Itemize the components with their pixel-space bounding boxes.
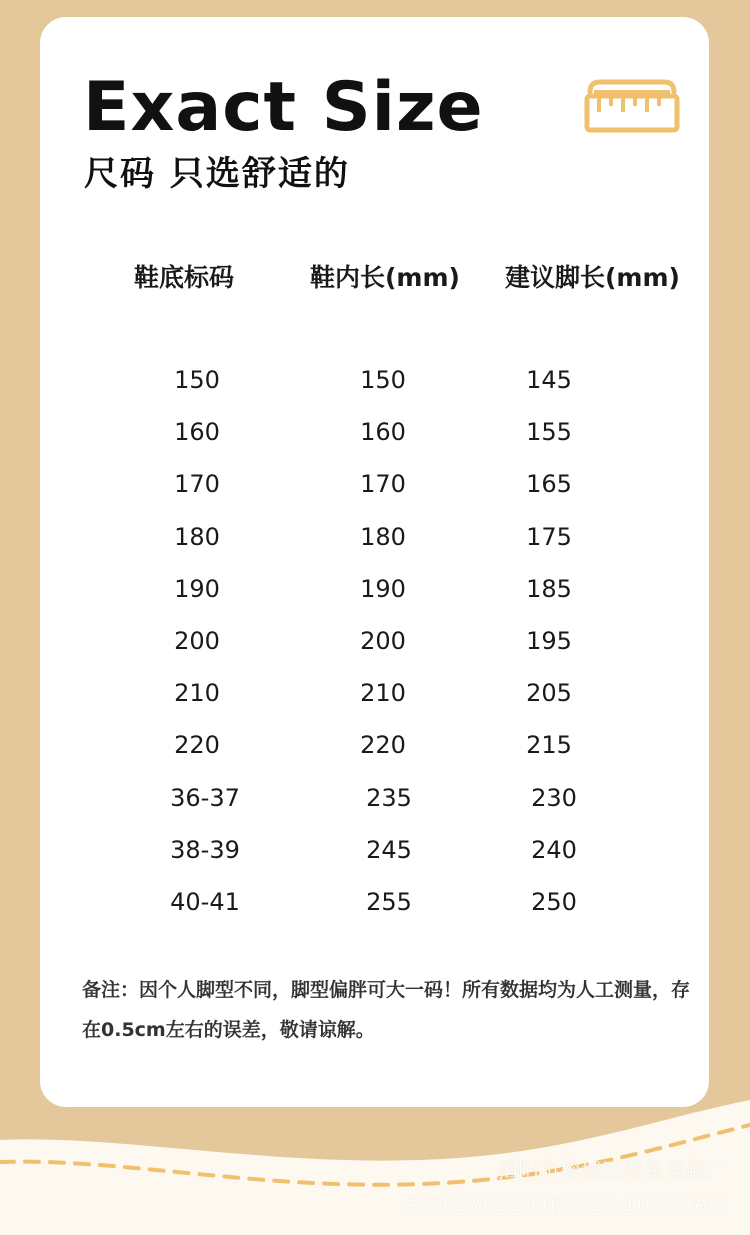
foot-length-cell: 205 <box>526 679 572 708</box>
sole-size-cell: 36-37 <box>170 783 240 812</box>
sole-size-cell: 210 <box>174 679 220 708</box>
inner-length-cell: 160 <box>360 418 406 447</box>
foot-length-cell: 155 <box>526 418 572 447</box>
sole-size-cell: 180 <box>174 522 220 551</box>
inner-length-cell: 210 <box>360 679 406 708</box>
foot-length-cell: 215 <box>526 731 572 760</box>
inner-length-cell: 235 <box>366 783 412 812</box>
table-row <box>0 354 750 406</box>
table-row <box>0 458 750 510</box>
table-row <box>0 511 750 563</box>
table-row <box>0 615 750 667</box>
inner-length-cell: 170 <box>360 470 406 499</box>
table-row <box>0 772 750 824</box>
foot-length-cell: 145 <box>526 366 572 394</box>
page-subtitle: 尺码 只选舒适的 <box>84 154 350 194</box>
table-row <box>0 406 750 458</box>
inner-length-cell: 150 <box>360 366 406 394</box>
inner-length-cell: 220 <box>360 731 406 760</box>
sole-size-cell: 190 <box>174 574 220 603</box>
watermark-shop-url: shop2705394p3317.1688.com <box>405 1192 728 1216</box>
inner-length-cell: 180 <box>360 522 406 551</box>
table-row <box>0 667 750 719</box>
ruler-icon <box>584 76 680 134</box>
sole-size-cell: 160 <box>174 418 220 447</box>
table-row <box>0 876 750 928</box>
sole-size-cell: 200 <box>174 627 220 655</box>
table-row <box>0 824 750 876</box>
inner-length-cell: 190 <box>360 574 406 603</box>
sole-size-cell: 38-39 <box>170 835 240 864</box>
foot-length-cell: 230 <box>531 783 577 812</box>
foot-length-cell: 240 <box>531 835 577 864</box>
foot-length-cell: 195 <box>526 627 572 655</box>
page-title: Exact Size <box>83 68 484 147</box>
header-foot-length: 建议脚长(mm) <box>505 263 680 292</box>
sole-size-cell: 220 <box>174 731 220 760</box>
foot-length-cell: 185 <box>526 574 572 603</box>
sole-size-cell: 40-41 <box>170 888 240 916</box>
inner-length-cell: 200 <box>360 627 406 655</box>
foot-length-cell: 165 <box>526 470 572 499</box>
sole-size-cell: 150 <box>174 366 220 394</box>
table-row <box>0 719 750 771</box>
watermark-shop-name: 揭阳市榕城区裕星福鞋厂 <box>497 1159 728 1183</box>
sole-size-cell: 170 <box>174 470 220 499</box>
foot-length-cell: 175 <box>526 522 572 551</box>
inner-length-cell: 245 <box>366 835 412 864</box>
table-row <box>0 563 750 615</box>
header-inner-length: 鞋内长(mm) <box>310 263 460 292</box>
inner-length-cell: 255 <box>366 888 412 916</box>
note-text: 备注：因个人脚型不同，脚型偏胖可大一码！所有数据均为人工测量，存在0.5cm左右的误差，敬请谅解。 <box>82 979 691 1041</box>
foot-length-cell: 250 <box>531 888 577 916</box>
header-sole-size: 鞋底标码 <box>134 263 235 292</box>
